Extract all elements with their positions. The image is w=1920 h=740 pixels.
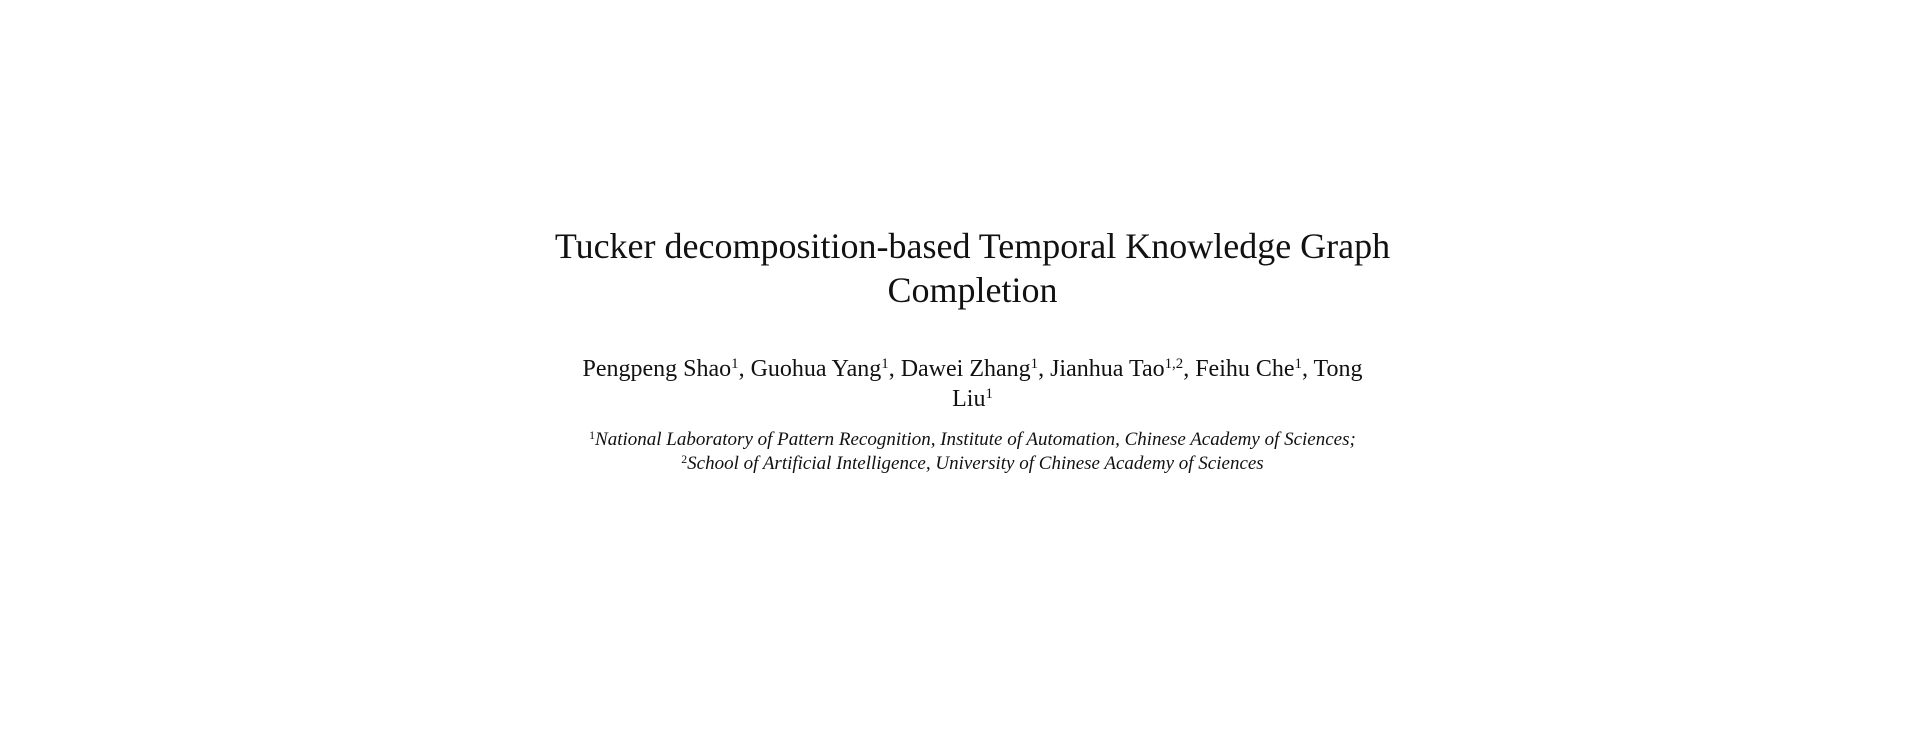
author-affiliation-mark: 1 — [731, 355, 739, 372]
author-name: Dawei Zhang — [900, 356, 1031, 382]
author-affiliation-mark: 1 — [1030, 355, 1039, 372]
author-name: Liu — [952, 386, 986, 412]
author-separator: , — [1301, 356, 1314, 382]
affiliation-mark: 2 — [681, 452, 688, 466]
author-separator: , — [1038, 356, 1051, 382]
title-line-2: Completion — [887, 270, 1058, 310]
author-separator: , — [888, 356, 901, 382]
author-name: Jianhua Tao — [1050, 356, 1165, 382]
title-line-1: Tucker decomposition-based Temporal Knowledge Graph — [554, 226, 1391, 266]
affiliation-text: School of Artificial Intelligence, University of Chinese Academy of Sciences — [687, 453, 1264, 474]
author-affiliation-mark: 1 — [1294, 355, 1302, 372]
affiliation-mark: 1 — [589, 428, 596, 442]
author-name: Feihu Che — [1195, 356, 1295, 382]
affiliation-1 — [0, 428, 1920, 452]
affiliation-text: National Laboratory of Pattern Recognition, Institute of Automation, Chinese Academy of Sciences; — [595, 429, 1356, 450]
author-line-2 — [0, 384, 1920, 414]
author-list — [0, 354, 1920, 414]
author-separator: , — [1183, 356, 1196, 382]
author-affiliation-mark: 1 — [881, 355, 889, 372]
author-affiliation-mark: 1,2 — [1164, 355, 1184, 372]
paper-title — [0, 224, 1920, 312]
affiliation-2 — [0, 452, 1920, 476]
author-line-1 — [0, 354, 1920, 384]
affiliation-list — [0, 428, 1920, 476]
author-name: Tong — [1313, 356, 1363, 382]
author-name: Guohua Yang — [750, 356, 882, 382]
author-name: Pengpeng Shao — [582, 356, 732, 382]
author-separator: , — [738, 356, 751, 382]
author-affiliation-mark: 1 — [985, 385, 993, 402]
